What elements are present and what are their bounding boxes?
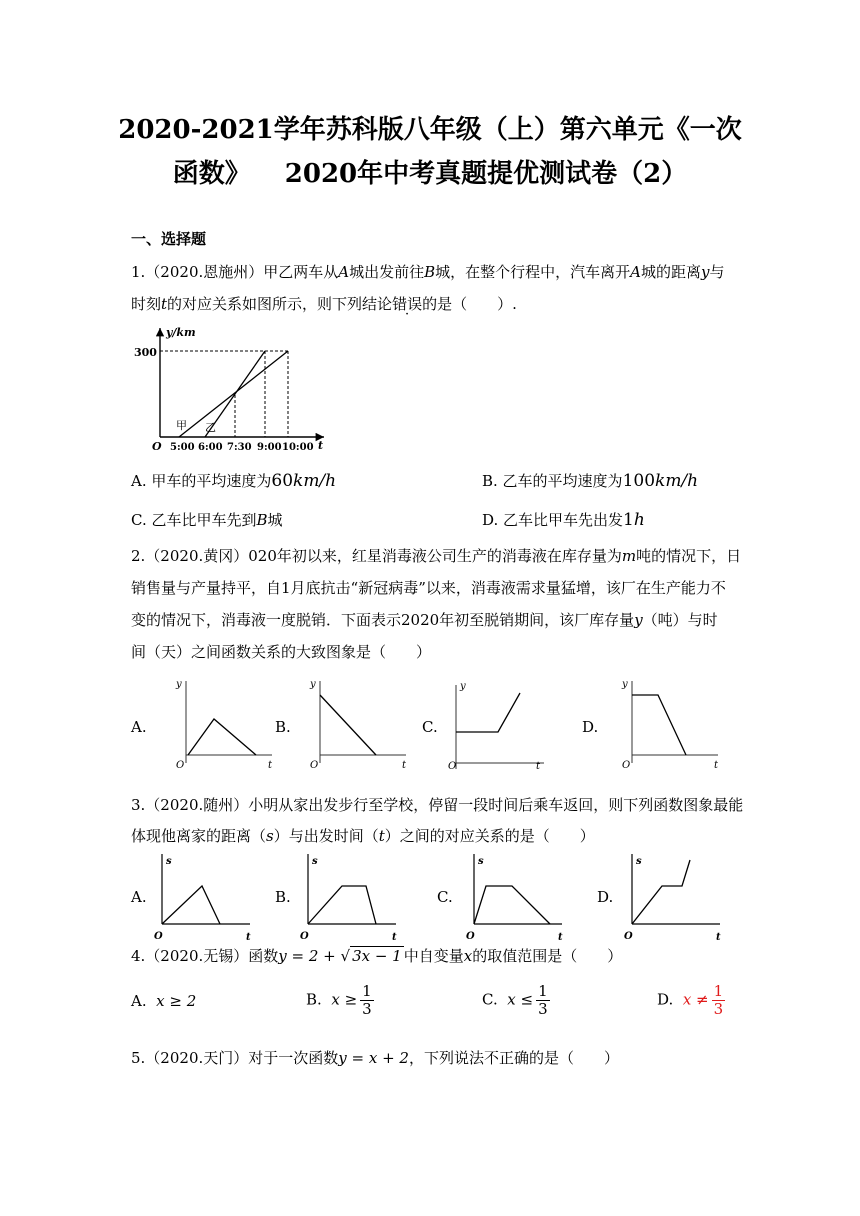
q5-line-1: 5.（2020.天门）对于一次函数y = x + 2，下列说法不正确的是（ ） [131, 1049, 619, 1067]
q2-graph-c[interactable] [448, 675, 558, 770]
title-line-2b: 2020年中考真题提优测试卷（2） [284, 159, 688, 189]
q1-tick-900: 9:00 [257, 442, 282, 453]
q3-graph-a[interactable] [154, 848, 264, 943]
svg-text:s: s [312, 856, 318, 867]
svg-text:O: O [310, 760, 319, 771]
q2-graph-d[interactable] [618, 675, 728, 770]
q2-line-4: 间（天）之间函数关系的大致图象是（ ） [131, 643, 432, 661]
svg-text:s: s [478, 856, 484, 867]
svg-text:t: t [536, 761, 541, 772]
title-line-2a: 函数》 [172, 159, 251, 189]
q1-tick-500: 5:00 [170, 442, 195, 453]
svg-text:y: y [310, 679, 316, 690]
svg-text:O: O [622, 760, 631, 771]
svg-text:y: y [176, 679, 182, 690]
q4-option-d[interactable]: D. x ≠ $\frac{1}{3}$ [657, 982, 724, 1018]
q2-line-1: 2.（2020.黄冈）020年初以来，红星消毒液公司生产的消毒液在库存量为m吨的情况下，日 [131, 547, 742, 565]
q3-graph-b[interactable] [300, 848, 410, 943]
q1-line-1: 1.（2020.恩施州）甲乙两车从A城出发前往B城，在整个行程中，汽车离开A城的距离y与 [131, 263, 725, 281]
svg-text:O: O [624, 931, 633, 942]
q3-graph-d[interactable] [624, 848, 734, 943]
q1-option-a[interactable]: A. 甲车的平均速度为60km/h [131, 471, 337, 491]
svg-text:O: O [176, 760, 185, 771]
svg-text:O: O [448, 761, 457, 772]
q2-label-c[interactable]: C. [422, 718, 438, 736]
svg-text:t: t [714, 760, 719, 771]
q3-label-a[interactable]: A. [131, 888, 147, 906]
svg-text:s: s [166, 856, 172, 867]
section-heading: 一、选择题 [131, 230, 207, 248]
q2-line-3: 变的情况下，消毒液一度脱销．下面表示2020年初至脱销期间，该厂库存量y（吨）与时 [131, 611, 718, 629]
q3-label-b[interactable]: B. [275, 888, 291, 906]
q1-emphasis: 错误 [392, 295, 423, 313]
q1-y-label: y/km [166, 326, 196, 339]
svg-text:O: O [466, 931, 475, 942]
q1-distance-time-graph [132, 322, 332, 457]
svg-text:s: s [636, 856, 642, 867]
svg-text:t: t [268, 760, 273, 771]
q1-option-d[interactable]: D. 乙车比甲车先出发1h [482, 510, 645, 530]
q4-option-c[interactable]: C. x ≤ $\frac{1}{3}$ [482, 982, 548, 1018]
svg-text:y: y [460, 681, 466, 692]
q4-option-a[interactable]: A. x ≥ 2 [131, 992, 197, 1010]
svg-text:y: y [622, 679, 628, 690]
q2-label-a[interactable]: A. [131, 718, 147, 736]
svg-text:O: O [154, 931, 163, 942]
q1-t-label: t [318, 439, 324, 452]
q1-tick-600: 6:00 [198, 442, 223, 453]
q2-graph-b[interactable] [306, 675, 416, 770]
q2-label-d[interactable]: D. [582, 718, 599, 736]
q1-label-yi: 乙 [205, 421, 216, 434]
q3-label-d[interactable]: D. [597, 888, 614, 906]
q2-label-b[interactable]: B. [275, 718, 291, 736]
q1-option-c[interactable]: C. 乙车比甲车先到B城 [131, 511, 283, 529]
q1-origin: O [152, 440, 162, 453]
svg-text:O: O [300, 931, 309, 942]
svg-text:t: t [246, 932, 251, 943]
q3-label-c[interactable]: C. [437, 888, 453, 906]
q1-tick-1000: 10:00 [282, 442, 314, 453]
q1-line-2: 时刻t的对应关系如图所示，则下列结论错误的是（ ）. [131, 295, 517, 313]
q1-tick-730: 7:30 [227, 442, 252, 453]
title-line-1: 2020-2021学年苏科版八年级（上）第六单元《一次 [118, 115, 742, 145]
q2-line-2: 销售量与产量持平，自1月底抗击“新冠病毒”以来，消毒液需求量猛增，该厂在生产能力不 [131, 579, 726, 597]
svg-text:t: t [558, 932, 563, 943]
q1-label-jia: 甲 [176, 419, 187, 432]
svg-text:t: t [716, 932, 721, 943]
title-line-2 [0, 150, 860, 198]
q1-line-jia [179, 351, 288, 437]
q3-graph-c[interactable] [466, 848, 576, 943]
q3-line-1: 3.（2020.随州）小明从家出发步行至学校，停留一段时间后乘车返回，则下列函数图象最能 [131, 796, 744, 814]
svg-text:t: t [402, 760, 407, 771]
q2-graph-a[interactable] [170, 675, 280, 770]
q4-line-1: 4.（2020.无锡）函数y = 2 + √ 3x − 1 中自变量x的取值范围是（ ） [131, 947, 623, 965]
q1-y-300: 300 [134, 346, 157, 359]
svg-text:t: t [392, 932, 397, 943]
q1-option-b[interactable]: B. 乙车的平均速度为100km/h [482, 471, 699, 491]
q3-line-2: 体现他离家的距离（s）与出发时间（t）之间的对应关系的是（ ） [131, 827, 595, 845]
q4-option-b[interactable]: B. x ≥ $\frac{1}{3}$ [306, 982, 372, 1018]
